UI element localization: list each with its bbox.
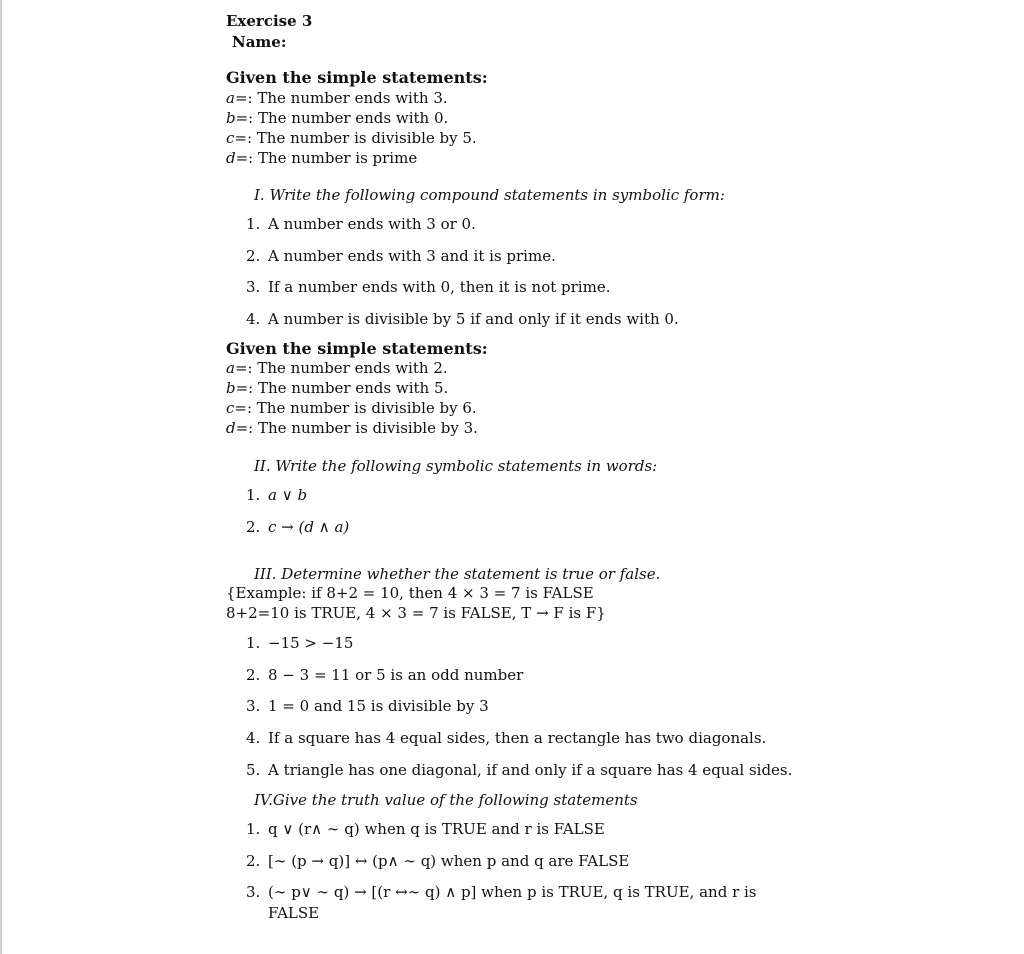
part1-item: 1. A number ends with 3 or 0. [246,215,476,233]
part3-item: 1. −15 > −15 [246,634,354,652]
part4-item-continuation: FALSE [268,904,320,922]
name-label: Name: [232,33,287,51]
definition-d: d=: The number is prime [226,149,418,167]
part3-item: 3. 1 = 0 and 15 is divisible by 3 [246,697,489,715]
definition-b: b=: The number ends with 5. [226,379,449,397]
part1-item: 2. A number ends with 3 and it is prime. [246,247,556,265]
part4-item: 2. [∼ (p → q)] ↔ (p∧ ∼ q) when p and q are FALSE [246,852,630,870]
part2-title: II. Write the following symbolic statements in words: [254,457,658,475]
definition-d: d=: The number is divisible by 3. [226,419,478,437]
definition-c: c=: The number is divisible by 6. [226,399,477,417]
example-line: 8+2=10 is TRUE, 4 × 3 = 7 is FALSE, T → F is F} [226,604,606,622]
part1-title: I. Write the following compound statements in symbolic form: [254,186,725,204]
part4-title: IV.Give the truth value of the following statements [254,791,638,809]
part3-item: 5. A triangle has one diagonal, if and only if a square has 4 equal sides. [246,761,793,779]
part4-item: 3. (∼ p∨ ∼ q) → [(r ↔∼ q) ∧ p] when p is TRUE, q is TRUE, and r is [246,883,757,901]
part1-item: 4. A number is divisible by 5 if and only if it ends with 0. [246,310,679,328]
definition-c: c=: The number is divisible by 5. [226,129,477,147]
part2-item: 2. c → (d ∧ a) [246,518,350,536]
example-line: {Example: if 8+2 = 10, then 4 × 3 = 7 is FALSE [226,584,594,602]
section2-heading: Given the simple statements: [226,339,488,358]
definition-b: b=: The number ends with 0. [226,109,449,127]
part3-item: 2. 8 − 3 = 11 or 5 is an odd number [246,666,524,684]
definition-a: a=: The number ends with 3. [226,89,448,107]
exercise-title: Exercise 3 [226,12,313,30]
definition-a: a=: The number ends with 2. [226,359,448,377]
part3-item: 4. If a square has 4 equal sides, then a rectangle has two diagonals. [246,729,767,747]
part1-item: 3. If a number ends with 0, then it is not prime. [246,278,611,296]
part4-item: 1. q ∨ (r∧ ∼ q) when q is TRUE and r is FALSE [246,820,605,838]
part3-title: III. Determine whether the statement is true or false. [254,565,661,583]
part2-item: 1. a ∨ b [246,486,308,504]
section1-heading: Given the simple statements: [226,68,488,87]
